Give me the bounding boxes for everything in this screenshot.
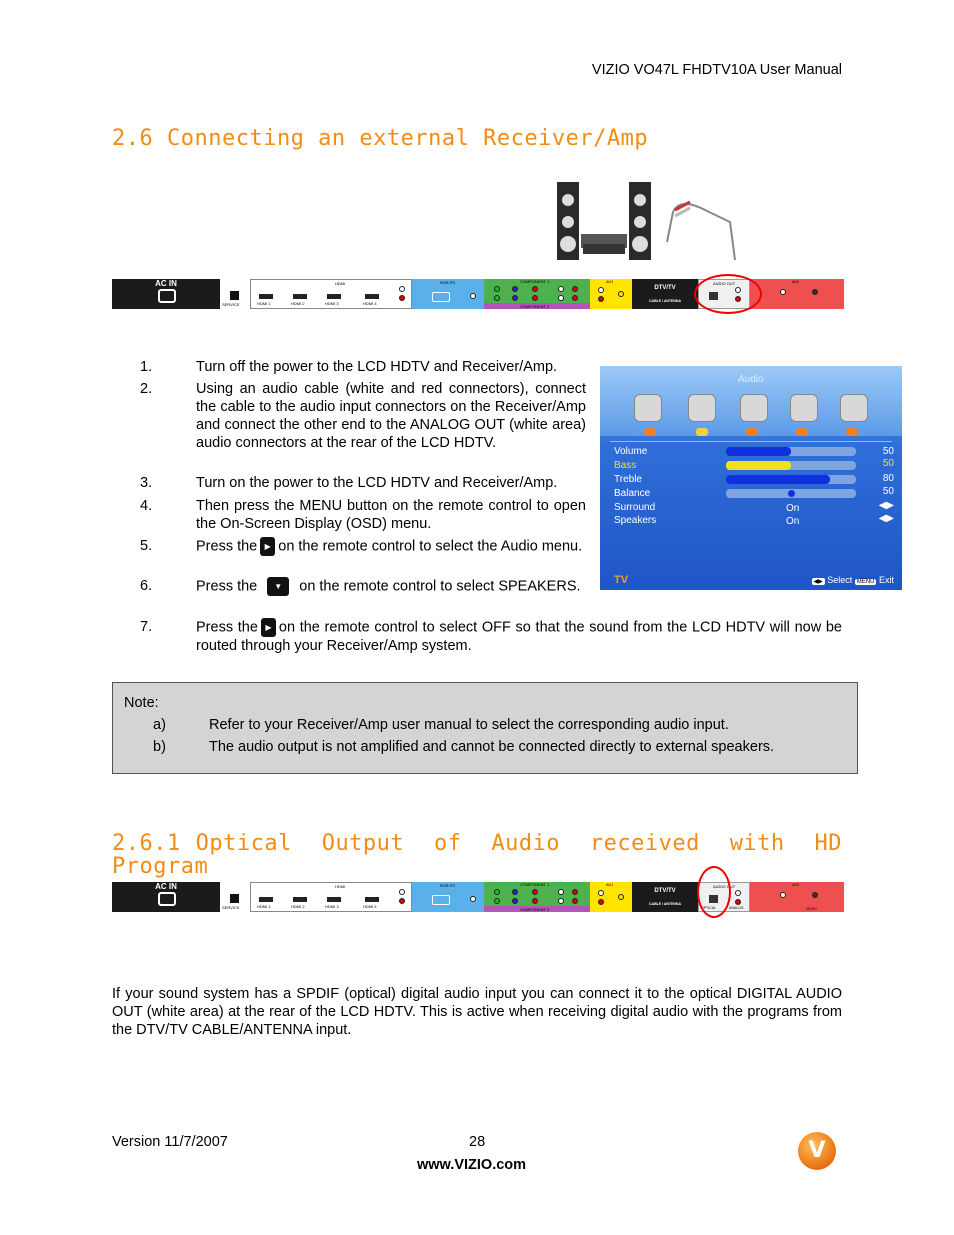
osd-bass-label: Bass (614, 460, 637, 471)
osd-bass-bar (726, 461, 856, 470)
rgb-title: RGB PC (440, 280, 456, 285)
osd-treble-bar (726, 475, 856, 484)
osd-speakers-label: Speakers (614, 515, 657, 526)
rear-panel-connectors-optical (112, 882, 846, 912)
audio-out-label: AUDIO OUT (713, 281, 736, 286)
audio-out-section: AUDIO OUT OPTICAL ANALOG (698, 882, 750, 912)
footer-page-number: 28 (469, 1134, 486, 1150)
osd-left-right-icon: ◀▶ (878, 513, 894, 524)
osd-balance-bar (726, 489, 856, 498)
optical-paragraph: If your sound system has a SPDIF (optical) digital audio input you can connect it to the optical DIGITAL AUDIO OUT (white area) at the rear of the LCD HDTV. This is active when receiving digital audio with the programs from the DTV/TV CABLE/ANTENNA input. (112, 986, 842, 1038)
osd-bass-value: 50 (882, 458, 894, 469)
dtv-tv-section (632, 279, 698, 309)
hdmi-title: HDMI (335, 281, 346, 286)
hdmi-port-label: HDMI 4 (363, 301, 377, 306)
av2-label: AV2 (792, 279, 800, 284)
osd-treble-label: Treble (614, 474, 642, 485)
subsection-heading-line2: Program (112, 854, 209, 879)
osd-audio-menu (600, 366, 902, 590)
vizio-logo: V (798, 1132, 836, 1170)
av2-section: AV2 VIDEO (750, 882, 844, 912)
osd-volume-bar (726, 447, 856, 456)
osd-treble-value: 80 (882, 473, 894, 484)
right-arrow-key-icon: ▶ (260, 537, 275, 556)
service-port: SERVICE (220, 882, 250, 912)
receiver-speakers-illustration (555, 182, 745, 262)
section-heading: 2.6 Connecting an external Receiver/Amp (112, 126, 649, 151)
ac-in-port: AC IN (112, 882, 220, 912)
osd-title: Audio (738, 374, 764, 385)
hdmi-section: HDMI HDMI 1 HDMI 2 HDMI 3 HDMI 4 (250, 882, 412, 912)
document-header: VIZIO VO47L FHDTV10A User Manual (591, 62, 842, 78)
osd-source-label: TV (614, 574, 629, 586)
arrow-keys-icon: ◀▶ (813, 579, 823, 585)
osd-balance-label: Balance (614, 488, 651, 499)
footer-website: www.VIZIO.com (417, 1157, 527, 1173)
osd-footer: ◀▶ Select MENU Exit (813, 575, 894, 585)
service-port (220, 279, 250, 309)
note-box (112, 682, 858, 774)
osd-balance-value: 50 (882, 486, 894, 497)
ac-in-label: AC IN (155, 279, 177, 288)
component-section (484, 279, 590, 309)
osd-speakers-option: On (786, 516, 800, 527)
audio-icon (688, 394, 716, 422)
rgb-pc-section (412, 279, 484, 309)
component-1-label: COMPONENT 1 (520, 279, 550, 284)
hdmi-section (250, 279, 412, 309)
ac-in-port (112, 279, 220, 309)
osd-surround-option: On (786, 503, 800, 514)
osd-volume-label: Volume (614, 446, 648, 457)
component-2-label: COMPONENT 2 (520, 304, 550, 309)
service-label: SERVICE (222, 302, 240, 307)
satellite-icon (740, 394, 768, 422)
footer-version: Version 11/7/2007 (112, 1134, 228, 1150)
power-plug-icon (158, 892, 176, 906)
analog-out-highlight-circle (694, 274, 762, 314)
note-heading: Note: (124, 695, 159, 711)
right-arrow-key-icon: ▶ (261, 618, 276, 637)
dtv-tv-section: DTV/TV CABLE / ANTENNA (632, 882, 698, 912)
note-item: b) The audio output is not amplified and cannot be connected directly to external speakers. (153, 739, 775, 755)
component-section: COMPONENT 1 COMPONENT 2 (484, 882, 590, 912)
subsection-heading-line1: 2.6.1 Optical Output of Audio received with HD (112, 831, 842, 856)
tools-icon (790, 394, 818, 422)
power-plug-icon (158, 289, 176, 303)
hdmi-port-label: HDMI 1 (257, 301, 271, 306)
av1-label: AV1 (606, 279, 614, 284)
cable-antenna-label: CABLE / ANTENNA (649, 299, 681, 303)
av2-section (750, 279, 844, 309)
osd-volume-value: 50 (882, 446, 894, 457)
dtv-label: DTV/TV (654, 285, 676, 291)
setup-icon (840, 394, 868, 422)
rgb-pc-section: RGB PC (412, 882, 484, 912)
av1-section (590, 279, 632, 309)
av1-section: AV1 (590, 882, 632, 912)
menu-key-icon: MENU (856, 579, 875, 585)
osd-left-right-icon: ◀▶ (878, 500, 894, 511)
optical-out-highlight-circle (697, 866, 731, 918)
down-arrow-key-icon: ▼ (267, 577, 289, 596)
osd-surround-label: Surround (614, 502, 656, 513)
hdmi-port-label: HDMI 2 (291, 301, 305, 306)
tv-picture-icon (634, 394, 662, 422)
note-item: a) Refer to your Receiver/Amp user manual to select the corresponding audio input. (153, 717, 729, 733)
hdmi-port-label: HDMI 3 (325, 301, 339, 306)
